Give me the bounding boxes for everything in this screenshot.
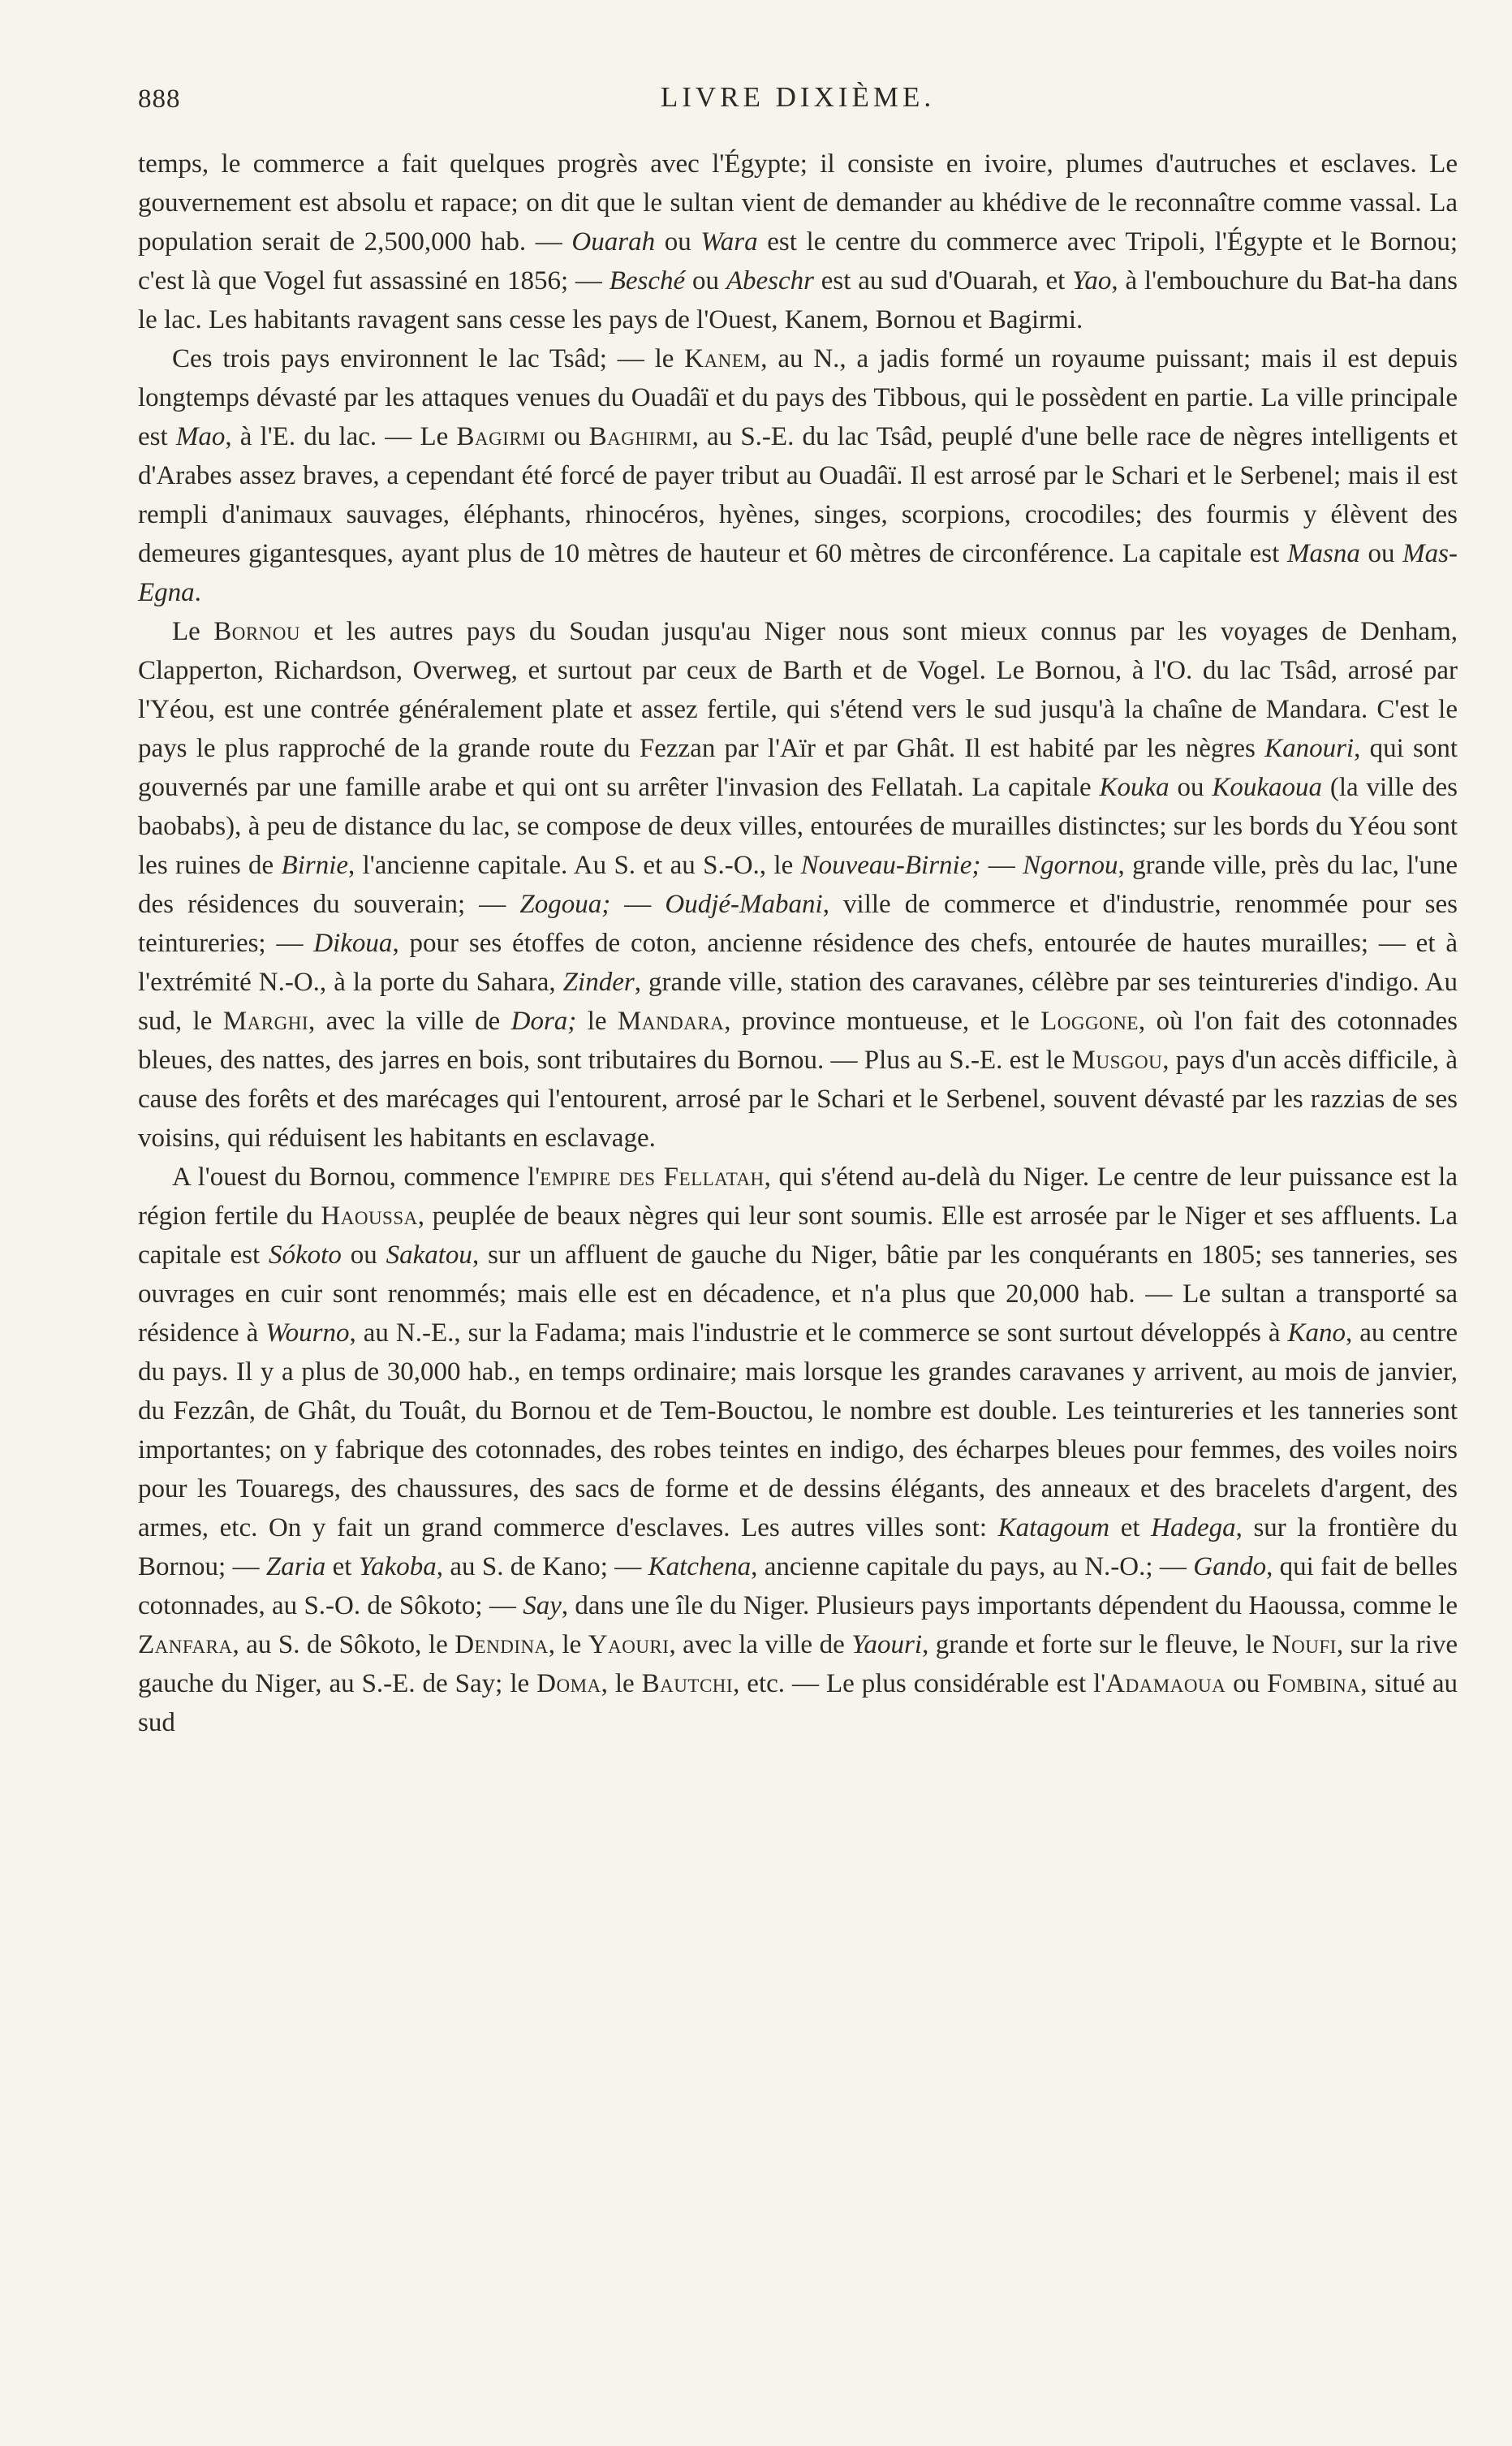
place-name: Masna — [1286, 539, 1360, 568]
text-run: ou — [545, 422, 589, 451]
place-name: Mas-Egna — [138, 539, 1458, 607]
place-name: Yao — [1072, 266, 1112, 296]
text-run: , etc. — Le plus considérable est l' — [733, 1669, 1106, 1698]
region-name: Baghirmi — [588, 422, 692, 451]
text-run: , au N., a jadis formé un royaume puissant; mais il est depuis longtemps dévasté par les attaques venues du Ouadâï et du pays des Tibbous, qui le possèdent en partie. La ville principale est — [138, 344, 1458, 451]
running-title: LIVRE DIXIÈME. — [660, 81, 936, 113]
text-run: , sur la rive gauche du Niger, au S.-E. de Say; le — [138, 1630, 1458, 1698]
place-name: Birnie — [281, 851, 349, 880]
region-name: Bornou — [213, 617, 301, 646]
place-name: Dora; — [510, 1007, 577, 1036]
place-name: Wourno — [265, 1318, 350, 1348]
text-run: , où l'on fait des cotonnades bleues, des nattes, des jarres en bois, sont tributaires du Bornou. — Plus au S.-E. est le — [138, 1007, 1458, 1075]
region-name: Bagirmi — [456, 422, 546, 451]
region-name: empire des Fellatah — [540, 1163, 765, 1192]
text-run: et les autres pays du Soudan jusqu'au Niger nous sont mieux connus par les voyages de Denham, Clapperton, Richardson, Overweg, et surtout par ceux de Barth et de Vogel. Le Bornou, à l'O. du lac Tsâd, arrosé par l'Yéou, est une contrée généralement plate et assez fertile, qui s'étend vers le sud jusqu'à la chaîne de Mandara. C'est le pays le plus rapproché de la grande route du Fezzan par l'Aïr et par Ghât. Il est habité par les nègres — [138, 617, 1458, 763]
text-run: , province montueuse, et le — [724, 1007, 1041, 1036]
text-run: , le — [601, 1669, 642, 1698]
region-name: Mandara — [618, 1007, 725, 1036]
region-name: Bautchi — [641, 1669, 734, 1698]
place-name: Mao — [175, 422, 226, 451]
place-name: Katagoum — [997, 1513, 1110, 1542]
text-run: , ville de commerce et d'industrie, renommée pour ses teintureries; — — [138, 890, 1458, 958]
paragraph-3 — [138, 612, 1458, 1158]
text-run: , à l'E. du lac. — Le — [225, 422, 457, 451]
text-run: ou — [1169, 773, 1213, 802]
place-name: Abeschr — [726, 266, 814, 296]
text-run: ou — [1359, 539, 1403, 568]
text-run: , dans une île du Niger. Plusieurs pays importants dépendent du Haoussa, comme le — [561, 1591, 1458, 1620]
region-name: Noufi — [1271, 1630, 1337, 1659]
text-run: ou — [685, 266, 726, 296]
text-run: , situé au sud — [138, 1669, 1458, 1737]
place-name: Kouka — [1099, 773, 1170, 802]
text-run: est le centre du commerce avec Tripoli, l'Égypte et le Bornou; c'est là que Vogel fut assassiné en 1856; — — [138, 227, 1458, 296]
text-run: le — [576, 1007, 618, 1036]
text-run: A l'ouest du Bornou, commence l' — [172, 1163, 541, 1192]
paragraph-2 — [138, 339, 1458, 612]
region-name: Yaouri — [588, 1630, 670, 1659]
place-name: Dikoua — [313, 929, 393, 958]
region-name: Haoussa — [321, 1201, 418, 1231]
text-run: , au N.-E., sur la Fadama; mais l'industrie et le commerce se sont surtout développés à — [349, 1318, 1288, 1348]
place-name: Sókoto — [269, 1240, 342, 1270]
place-name: Sakatou — [386, 1240, 472, 1270]
place-name: Katchena — [648, 1552, 752, 1581]
place-name: Wara — [700, 227, 758, 257]
region-name: Doma — [536, 1669, 601, 1698]
text-run: , le — [548, 1630, 588, 1659]
text-run: , sur la frontière du Bornou; — — [138, 1513, 1458, 1581]
text-run: , ancienne capitale du pays, au N.-O.; — — [751, 1552, 1194, 1581]
region-name: Fombina — [1267, 1669, 1361, 1698]
text-run: ou — [655, 227, 701, 257]
place-name: Oudjé-Mabani — [665, 890, 823, 919]
text-run: temps, le commerce a fait quelques progrès avec l'Égypte; il consiste en ivoire, plumes d'autruches et esclaves. Le gouvernement est absolu et rapace; on dit que le sultan vient de demander au khédive de le reconnaître comme vassal. La population serait de 2,500,000 hab. — — [138, 149, 1458, 257]
text-run: ou — [1226, 1669, 1268, 1698]
text-run: et — [325, 1552, 359, 1581]
text-run: , sur un affluent de gauche du Niger, bâtie par les conquérants en 1805; ses tanneries, ses ouvrages en cuir sont renommés; mais elle est en décadence, et n'a plus que 20,000 hab. — Le sultan a transporté sa résidence à — [138, 1240, 1458, 1348]
body-text — [138, 145, 1458, 1742]
text-run: , grande ville, station des caravanes, célèbre par ses teintureries d'indigo. Au sud, le — [138, 968, 1458, 1036]
text-run: , peuplée de beaux nègres qui leur sont soumis. Elle est arrosée par le Niger et ses affluents. La capitale est — [138, 1201, 1458, 1270]
text-run: , qui s'étend au-delà du Niger. Le centre de leur puissance est la région fertile du — [138, 1163, 1458, 1231]
region-name: Dendina — [454, 1630, 549, 1659]
people-name: Kanouri — [1264, 734, 1355, 763]
text-run: — — [610, 890, 666, 919]
place-name: Gando — [1193, 1552, 1267, 1581]
page-header — [138, 78, 1458, 127]
text-run: et — [1109, 1513, 1152, 1542]
text-run: (la ville des baobabs), à peu de distance du lac, se compose de deux villes, entourées de murailles distinctes; sur les bords du Yéou sont les ruines de — [138, 773, 1458, 880]
place-name: Ngornou — [1023, 851, 1118, 880]
place-name: Zogoua; — [519, 890, 611, 919]
text-run: , qui sont gouvernés par une famille arabe et qui ont su arrêter l'invasion des Fellatah. La capitale — [138, 734, 1458, 802]
text-run: , au S. de Kano; — — [436, 1552, 648, 1581]
region-name: Kanem — [684, 344, 761, 373]
text-run: , à l'embouchure du Bat-ha dans le lac. Les habitants ravagent sans cesse les pays de l'Ouest, Kanem, Bornou et Bagirmi. — [138, 266, 1458, 334]
place-name: Zaria — [265, 1552, 326, 1581]
text-run: , grande ville, près du lac, l'une des résidences du souverain; — — [138, 851, 1458, 919]
text-run: , l'ancienne capitale. Au S. et au S.-O., le — [348, 851, 801, 880]
text-run: , qui fait de belles cotonnades, au S.-O. de Sôkoto; — — [138, 1552, 1458, 1620]
text-run: , pays d'un accès difficile, à cause des forêts et des marécages qui l'entourent, arrosé par le Schari et le Serbenel, souvent dévasté par les razzias de ses voisins, qui réduisent les habitants en esclavage. — [138, 1046, 1458, 1153]
region-name: Loggone — [1040, 1007, 1139, 1036]
place-name: Besché — [609, 266, 686, 296]
text-run: , avec la ville de — [669, 1630, 852, 1659]
page-number: 888 — [138, 84, 181, 114]
text-run: est au sud d'Ouarah, et — [813, 266, 1073, 296]
paragraph-1 — [138, 145, 1458, 339]
region-name: Adamaoua — [1105, 1669, 1226, 1698]
text-run: , grande et forte sur le fleuve, le — [922, 1630, 1272, 1659]
region-name: Zanfara — [138, 1630, 233, 1659]
place-name: Hadega — [1151, 1513, 1236, 1542]
text-run: , pour ses étoffes de coton, ancienne résidence des chefs, entourée de hautes murailles; — et à l'extrémité N.-O., à la porte du Sahara, — [138, 929, 1458, 997]
text-run: , au S.-E. du lac Tsâd, peuplé d'une belle race de nègres intelligents et d'Arabes assez braves, a cependant été forcé de payer tribut au Ouadâï. Il est arrosé par le Schari et le Serbenel; mais il est rempli d'animaux sauvages, éléphants, rhinocéros, hyènes, singes, scorpions, crocodiles; des fourmis y élèvent des demeures gigantesques, ayant plus de 10 mètres de hauteur et 60 mètres de circonférence. La capitale est — [138, 422, 1458, 568]
region-name: Musgou — [1071, 1046, 1163, 1075]
place-name: Ouarah — [571, 227, 656, 257]
place-name: Zinder — [562, 968, 635, 997]
place-name: Nouveau-Birnie; — [800, 851, 981, 880]
place-name: Yaouri — [851, 1630, 923, 1659]
text-run: , avec la ville de — [308, 1007, 511, 1036]
text-run: — — [980, 851, 1023, 880]
text-run: , au S. de Sôkoto, le — [232, 1630, 455, 1659]
text-run: Ces trois pays environnent le lac Tsâd; — le — [172, 344, 685, 373]
text-run: . — [194, 578, 201, 607]
text-run: Le — [172, 617, 214, 646]
place-name: Yakoba — [358, 1552, 437, 1581]
place-name: Koukaoua — [1212, 773, 1323, 802]
text-run: , au centre du pays. Il y a plus de 30,000 hab., en temps ordinaire; mais lorsque les grandes caravanes y arrivent, au mois de janvier, du Fezzân, de Ghât, du Touât, du Bornou et de Tem-Bouctou, le nombre est double. Les teintureries et les tanneries sont importantes; on y fabrique des cotonnades, des robes teintes en indigo, des écharpes bleues pour femmes, des voiles noirs pour les Touaregs, des chaussures, des sacs de forme et de dessins élégants, des anneaux et des bracelets d'argent, des armes, etc. On y fait un grand commerce d'esclaves. Les autres villes sont: — [138, 1318, 1458, 1542]
text-run: ou — [341, 1240, 386, 1270]
place-name: Kano — [1287, 1318, 1346, 1348]
paragraph-4 — [138, 1158, 1458, 1742]
region-name: Marghi — [222, 1007, 309, 1036]
place-name: Say — [523, 1591, 562, 1620]
